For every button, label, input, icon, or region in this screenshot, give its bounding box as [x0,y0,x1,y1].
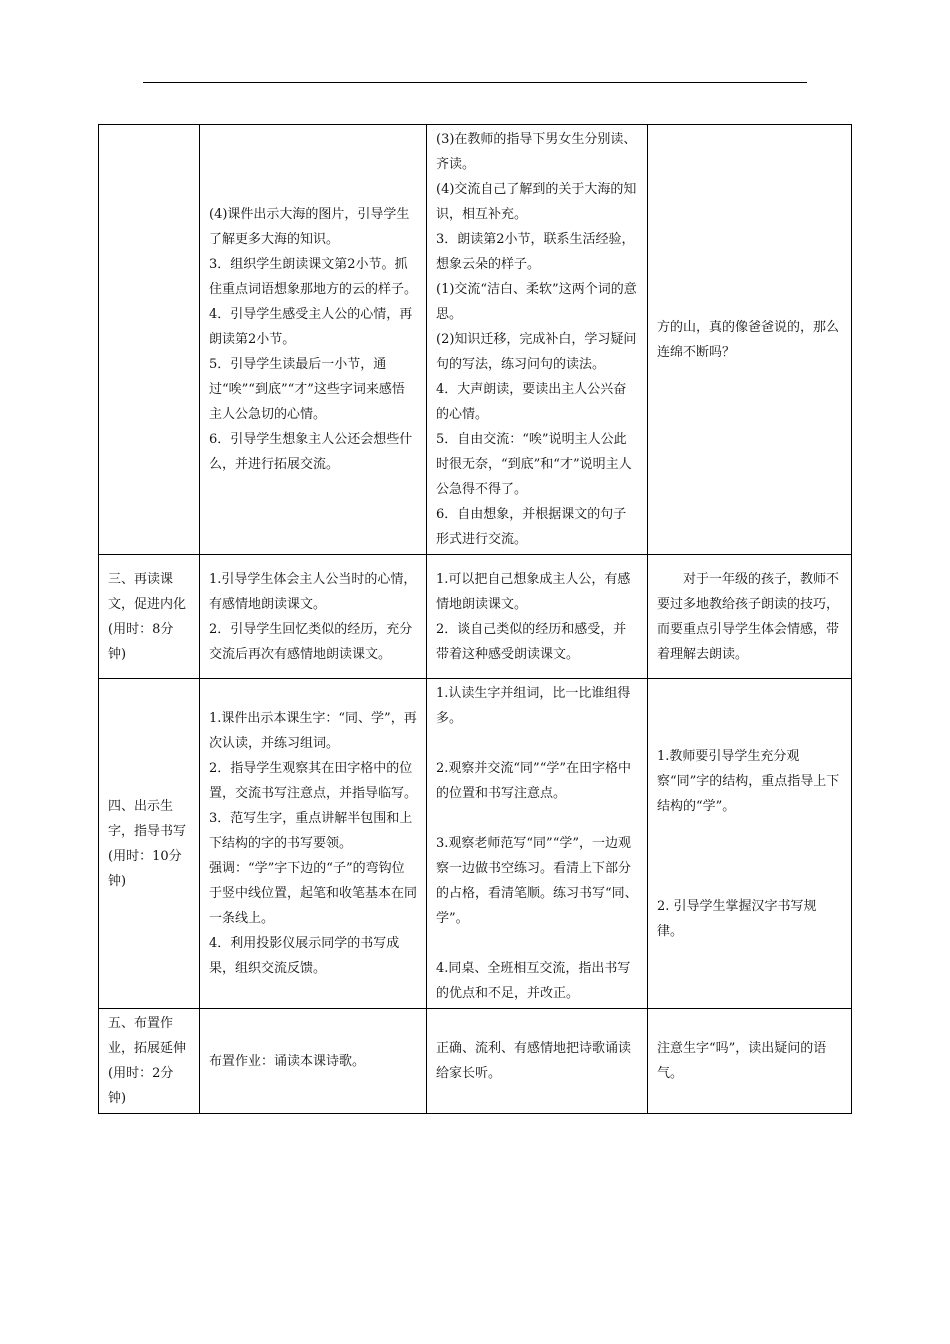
list-item: 正确、流利、有感情地把诗歌诵读给家长听。 [436,1041,632,1081]
design-notes-cell [648,125,852,555]
list-item: 5．自由交流：“唉”说明主人公此时很无奈，“到底”和“才”说明主人公急得不得了。 [436,432,632,497]
teacher-activity-cell [200,125,427,555]
stage-cell: 五、布置作业，拓展延伸(用时：2分钟) [99,1009,200,1114]
spacer [436,731,638,756]
list-item: 3.观察老师范写“同”“学”，一边观察一边做书空练习。看清上下部分的占格，看清笔顺。练习书写“同、学”。 [436,836,638,926]
student-activity-cell [427,1009,648,1114]
student-activity-cell [427,555,648,679]
list-item: 6．引导学生想象主人公还会想些什么，并进行拓展交流。 [209,432,413,472]
design-notes-cell [648,555,852,679]
student-activity-cell [427,679,648,1009]
note-text: 注意生字“吗”，读出疑问的语气。 [657,1041,827,1081]
spacer [657,869,842,894]
spacer [657,844,842,869]
list-item: 2.观察并交流“同”“学”在田字格中的位置和书写注意点。 [436,761,631,801]
stage-cell [99,125,200,555]
stage-cell: 三、再读课文，促进内化(用时：8分钟) [99,555,200,679]
list-item: 3．范写生字，重点讲解半包围和上下结构的字的书写要领。 [209,811,413,851]
list-item: 4．利用投影仪展示同学的书写成果，组织交流反馈。 [209,936,400,976]
list-item: 1.引导学生体会主人公当时的心情，有感情地朗读课文。 [209,571,417,612]
list-item: 2．引导学生回忆类似的经历，充分交流后再次有感情地朗读课文。 [209,621,413,662]
list-item: (4)交流自己了解到的关于大海的知识，相互补充。 [436,182,637,222]
list-item: 3．朗读第2小节，联系生活经验，想象云朵的样子。 [436,232,635,272]
list-item: 2．指导学生观察其在田字格中的位置，交流书写注意点，并指导临写。 [209,761,418,801]
table-row [99,555,852,679]
list-item: 2．谈自己类似的经历和感受，并带着这种感受朗读课文。 [436,621,627,662]
teacher-activity-cell [200,555,427,679]
list-item: 布置作业：诵读本课诗歌。 [209,1053,366,1069]
spacer [657,819,842,844]
table-row [99,679,852,1009]
list-item: (2)知识迁移，完成补白，学习疑问句的写法，练习问句的读法。 [436,332,637,372]
spacer [436,931,638,956]
note-text: 1.教师要引导学生充分观察“同”字的结构，重点指导上下结构的“学”。 [657,748,840,814]
list-item: 4．引导学生感受主人公的心情，再朗读第2小节。 [209,307,413,347]
note-text: 2. 引导学生掌握汉字书写规律。 [657,898,817,939]
list-item: (1)交流“洁白、柔软”这两个词的意思。 [436,282,637,322]
design-notes-cell [648,679,852,1009]
teacher-activity-cell [200,1009,427,1114]
table-row [99,1009,852,1114]
stage-cell: 四、出示生字，指导书写(用时：10分钟) [99,679,200,1009]
spacer [436,806,638,831]
teacher-activity-cell [200,679,427,1009]
list-item: 3．组织学生朗读课文第2小节。抓住重点词语想象那地方的云的样子。 [209,257,418,297]
lesson-plan-table [98,124,852,1114]
list-item: (3)在教师的指导下男女生分别读、齐读。 [436,132,637,172]
list-item: 1.认读生字并组词，比一比谁组得多。 [436,686,631,726]
list-item: 4.同桌、全班相互交流，指出书写的优点和不足，并改正。 [436,961,631,1001]
note-text: 对于一年级的孩子，教师不要过多地教给孩子朗读的技巧，而要重点引导学生体会情感，带着理解去朗读。 [657,571,840,662]
list-item: 6．自由想象，并根据课文的句子形式进行交流。 [436,507,627,547]
list-item: 5．引导学生读最后一小节，通过“唉”“到底”“才”这些字词来感悟主人公急切的心情。 [209,357,405,422]
list-item: 强调：“学”字下边的“子”的弯钩位于竖中线位置，起笔和收笔基本在同一条线上。 [209,861,418,926]
header-rule [143,82,807,83]
table-row [99,125,852,555]
list-item: 1.课件出示本课生字：“同、学”，再次认读，并练习组词。 [209,711,417,751]
student-activity-cell [427,125,648,555]
list-item: 4．大声朗读，要读出主人公兴奋的心情。 [436,382,627,422]
note-text: 方的山，真的像爸爸说的，那么连绵不断吗？ [657,319,840,360]
design-notes-cell [648,1009,852,1114]
list-item: (4)课件出示大海的图片，引导学生了解更多大海的知识。 [209,207,410,247]
list-item: 1.可以把自己想象成主人公，有感情地朗读课文。 [436,571,631,612]
